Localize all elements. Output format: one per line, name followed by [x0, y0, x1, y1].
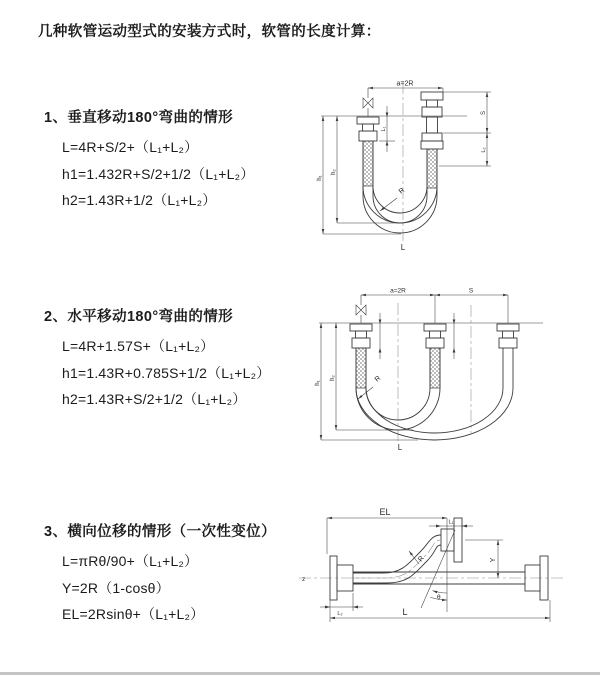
hose-drawing [330, 518, 548, 600]
dimension-l2 [439, 133, 491, 166]
dimension-l1 [379, 106, 395, 152]
formula-h2-1: h2=1.43R+1/2（L₁+L₂） [62, 192, 217, 208]
section-lateral-displacement [44, 520, 276, 628]
diagram-lateral-displacement-svg [295, 500, 600, 650]
a2r-label: a=2R [390, 287, 406, 295]
section-3-heading: 3、横向位移的情形（一次性变位） [44, 524, 276, 540]
diagram-horizontal-180 [313, 283, 598, 453]
dimension-s [435, 288, 508, 324]
formula-h2-2: h2=1.43R+S/2+1/2（L₁+L₂） [62, 391, 247, 407]
a2r-label: a=2R [396, 80, 414, 88]
hose-drawing [350, 324, 519, 440]
h1-label: h₁ [317, 175, 323, 181]
l2-label: L₂ [481, 147, 487, 153]
radius-label: R [397, 186, 407, 196]
formula-l-3: L=πRθ/90+（L₁+L₂） [62, 553, 199, 569]
centerline [299, 576, 563, 583]
hose-drawing [357, 92, 443, 233]
l2-label: L₂ [337, 611, 343, 617]
formula-h1-1: h1=1.432R+S/2+1/2（L₁+L₂） [62, 165, 255, 182]
break-symbol: z [302, 576, 306, 583]
el-label: EL [379, 507, 391, 517]
dimension-l1 [429, 520, 473, 531]
formula-y-3: Y=2R（1-cosθ） [62, 579, 170, 596]
section-2-heading: 2、水平移动180°弯曲的情形 [44, 309, 234, 325]
dimension-a2r [361, 288, 435, 296]
length-label: L [397, 443, 403, 452]
dimension-l [330, 600, 550, 622]
section-horizontal-180 [44, 305, 270, 413]
diagram-lateral-displacement [295, 500, 600, 650]
radius-callout [409, 551, 426, 564]
formula-l-1: L=4R+S/2+（L₁+L₂） [62, 139, 199, 155]
dimension-l2 [320, 593, 363, 617]
diagram-vertical-180 [315, 76, 560, 254]
angle-construction [421, 530, 455, 608]
dimension-s [443, 92, 491, 133]
section-vertical-180 [44, 106, 254, 214]
radius-label: R [373, 374, 383, 384]
fitting-length-marks [379, 313, 456, 359]
formula-h1-2: h1=1.43R+0.785S+1/2（L₁+L₂） [62, 364, 271, 381]
dimension-a2r [368, 81, 443, 93]
length-label: L [400, 243, 406, 252]
diagram-horizontal-180-svg [313, 283, 598, 453]
valve-icon [356, 295, 366, 323]
section-1-heading: 1、垂直移动180°弯曲的情形 [44, 110, 234, 126]
s-label: S [481, 110, 487, 116]
length-label: L [402, 607, 408, 617]
l1-label: L₁ [448, 519, 454, 526]
h1-label: h₁ [315, 380, 321, 386]
formula-l-2: L=4R+1.57S+（L₁+L₂） [62, 338, 215, 354]
page-title: 几种软管运动型式的安装方式时，软管的长度计算： [38, 24, 381, 40]
radius-label: R [417, 554, 426, 564]
h2-label: h₂ [331, 169, 337, 175]
l1-label: L₁ [381, 126, 387, 132]
valve-icon [363, 88, 373, 116]
diagram-vertical-180-svg [315, 76, 560, 254]
dimension-h2 [330, 323, 413, 430]
theta-label: θ [437, 594, 441, 601]
formula-el-3: EL=2Rsinθ+（L₁+L₂） [62, 606, 205, 622]
y-label: Y [490, 557, 497, 563]
h2-label: h₂ [330, 375, 336, 381]
s-label: S [468, 287, 474, 295]
